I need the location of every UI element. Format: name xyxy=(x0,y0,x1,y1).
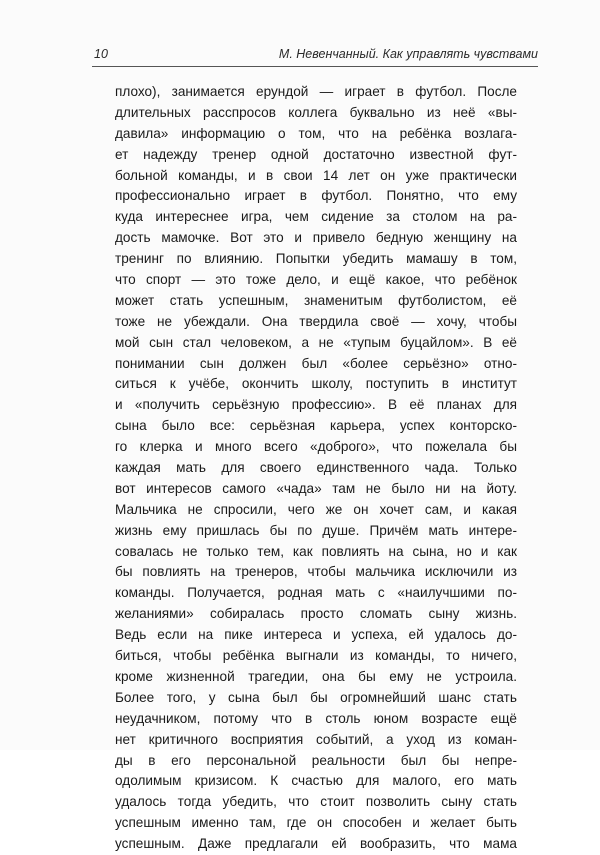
text-line: неудачником, потому что в столь юном возрасте ещё xyxy=(115,710,517,726)
text-line: Ведь если на пике интереса и успеха, ей удалось до- xyxy=(115,627,517,643)
text-line: сына было все: серьёзная карьера, успех конторско- xyxy=(115,418,517,434)
text-line: мой сын стал человеком, а не «тупым буцайлом». В её xyxy=(115,334,517,350)
running-title: М. Невенчанный. Как управлять чувствами xyxy=(278,47,538,61)
header-rule xyxy=(92,66,538,67)
text-line: успешным. Даже предлагали ей вообразить, что мама xyxy=(115,836,517,852)
page-number: 10 xyxy=(94,47,108,61)
text-line: кроме жизненной трагедии, она бы ему не устроила. xyxy=(115,668,517,684)
text-line: плохо), занимается ерундой — играет в футбол. После xyxy=(115,84,517,99)
text-line: куда интереснее игра, чем сидение за столом на ра- xyxy=(115,209,517,225)
text-line: тоже не убеждали. Она твердила своё — хочу, чтобы xyxy=(115,313,517,329)
text-line: команды. Получается, родная мать с «наилучшими по- xyxy=(115,585,517,601)
text-line: нет критичного восприятия событий, а уход из коман- xyxy=(115,731,517,747)
body-text xyxy=(115,82,517,855)
text-line: Более того, у сына был бы огромнейший шанс стать xyxy=(115,689,517,705)
text-line: успешным именно там, где он способен и желает быть xyxy=(115,815,517,831)
text-line: что спорт — это тоже дело, и ещё какое, что ребёнок xyxy=(115,272,517,288)
text-line: ды в его персональной реальности был бы непре- xyxy=(115,752,517,768)
text-line: биться, чтобы ребёнка выгнали из команды, то ничего, xyxy=(115,648,517,664)
text-line: каждая мать для своего единственного чада. Только xyxy=(115,460,517,476)
text-line: вот интересов самого «чада» там не было ни на йоту. xyxy=(115,480,517,496)
text-line: удалось тогда убедить, что стоит позволить сыну стать xyxy=(115,794,517,810)
text-line: го клерка и много всего «доброго», что пожелала бы xyxy=(115,439,517,455)
text-line: ет надежду тренер одной достаточно известной фут- xyxy=(115,146,517,162)
text-line: тренинг по влиянию. Попытки убедить мамашу в том, xyxy=(115,251,517,267)
text-line: больной команды, и в свои 14 лет он уже практически xyxy=(115,167,517,183)
text-line: длительных расспросов коллега буквально из неё «вы- xyxy=(115,104,517,120)
text-line: желаниями» собиралась просто сломать сыну жизнь. xyxy=(115,606,517,622)
text-line: одолимым кризисом. К счастью для малого, его мать xyxy=(115,773,517,789)
page-header xyxy=(92,47,538,65)
text-line: давила» информацию о том, что на ребёнка возлага- xyxy=(115,125,517,141)
text-line: ситься к учёбе, окончить школу, поступить в институт xyxy=(115,376,517,392)
text-line: дость мамочке. Вот это и привело бедную женщину на xyxy=(115,230,517,246)
text-line: бы повлиять на тренеров, чтобы мальчика исключили из xyxy=(115,564,517,580)
text-line: понимании сын должен был «более серьёзно» отно- xyxy=(115,355,517,371)
text-line: может стать успешным, знаменитым футболистом, её xyxy=(115,292,517,308)
text-line: совалась не только тем, как повлиять на сына, но и как xyxy=(115,543,517,559)
text-line: и «получить серьёзную профессию». В её планах для xyxy=(115,397,517,413)
text-line: профессионально играет в футбол. Понятно, что ему xyxy=(115,188,517,204)
text-line: жизнь ему пришлась бы по душе. Причём мать интере- xyxy=(115,522,517,538)
text-line: Мальчика не спросили, чего же он хочет сам, и какая xyxy=(115,501,517,517)
